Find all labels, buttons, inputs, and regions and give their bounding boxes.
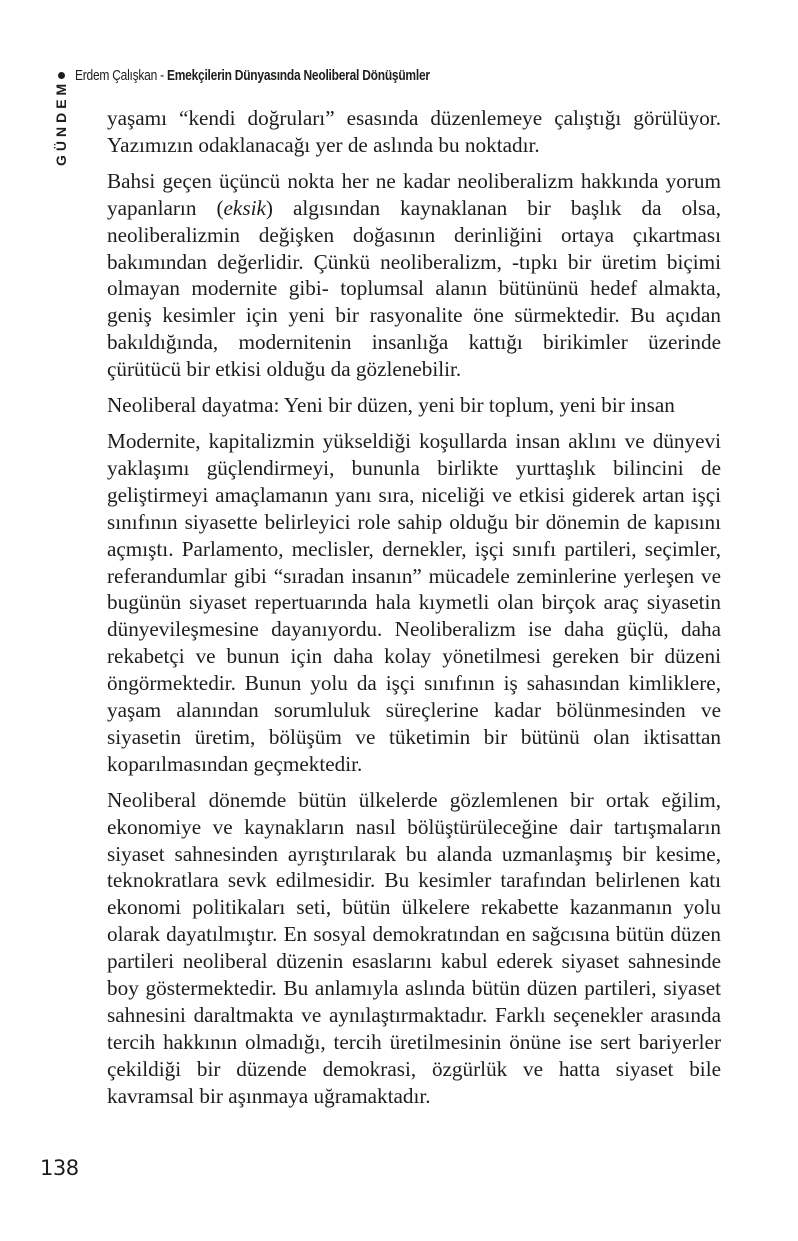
paragraph — [107, 168, 721, 383]
paragraph: Neoliberal dönemde bütün ülkelerde gözlemlenen bir ortak eğilim, ekonomiye ve kaynakların nasıl bölüştürüleceğine dair tartışmaların siyaset sahnesinden ayrıştırılarak bu alanda uzmanlaşmış bir kesime, teknokratlara sevk edilmesidir. Bu kesimler tarafından belirlenen katı ekonomi politikaları seti, bütün ülkelere rekabette kazanmanın yolu olarak dayatılmıştır. En sosyal demokratından en sağcısına bütün düzen partileri neoliberal düzenin esaslarını kabul ederek siyaset sahnesinde boy göstermektedir. Bu anlamıyla aslında bütün düzen partileri, siyaset sahnesini daraltmakta ve aynılaştırmaktadır. Farklı seçenekler arasında tercih hakkının olmadığı, tercih üretilmesinin önüne ise sert bariyerler çekildiği bir düzende demokrasi, özgürlük ve hatta siyaset bile kavramsal bir aşınmaya uğramaktadır. — [107, 787, 721, 1108]
page-number: 138 — [40, 1156, 79, 1180]
running-head — [58, 64, 519, 86]
italic-term: eksik — [223, 195, 266, 220]
running-head-text — [75, 67, 430, 84]
section-subheading: Neoliberal dayatma: Yeni bir düzen, yeni bir toplum, yeni bir insan — [107, 393, 675, 418]
running-head-separator: - — [157, 66, 167, 84]
paragraph: yaşamı “kendi doğruları” esasında düzenlemeye çalıştığı görülüyor. Yazımızın odaklanacağı yer de aslında bu noktadır. — [107, 106, 721, 157]
section-label: GÜNDEM — [53, 79, 69, 166]
author-name: Erdem Çalışkan — [75, 66, 158, 84]
paragraph: Modernite, kapitalizmin yükseldiği koşullarda insan aklını ve dünyevi yaklaşımı güçlendirmeyi, bununla birlikte yurttaşlık bilincini de geliştirmeyi amaçlamanın yanı sıra, niceliği ve etkisi giderek artan işçi sınıfının siyasette belirleyici role sahip olduğu bir dönemin de kapısını açmıştı. Parlamento, meclisler, dernekler, işçi sınıfı partileri, seçimler, referandumlar gibi “sıradan insanın” mücadele zeminlerine yerleşen ve bugünün siyaset repertuarında hala kıymetli olan birçok araç siyasetin dünyevileşmesine dayanıyordu. Neoliberalizm ise daha güçlü, daha rekabetçi ve bunun için daha kolay yönetilmesi gereken bir düzeni öngörmektedir. Bunun yolu da işçi sınıfının iş sahasından kimliklere, yaşam alanından sorumluluk süreçlerine kadar bölünmesinden ve siyasetin üretim, bölüşüm ve tüketimin bir bütünü olan iktisattan koparılmasından geçmektedir. — [107, 428, 721, 776]
paragraph-text: Bahsi geçen üçüncü nokta her ne kadar neoliberalizm hakkında yorum yapanların ( — [107, 168, 721, 220]
paragraph-text: ) algısından kaynaklanan bir başlık da olsa, neoliberalizmin değişken doğasının derinliğini ortaya çıkartması bakımından değerlidir. Çünkü neoliberalizm, -tıpkı bir üretim biçimi olmayan modernite gibi- toplumsal alanın bütününü hedef almakta, geniş kesimler için yeni bir rasyonalite öne sürmektedir. Bu açıdan bakıldığında, modernitenin insanlığa kattığı birikimler üzerinde çürütücü bir etkisi olduğu da gözlenebilir. — [107, 195, 721, 382]
article-title: Emekçilerin Dünyasında Neoliberal Dönüşümler — [166, 66, 430, 84]
article-body — [107, 105, 721, 1119]
bullet-icon — [58, 72, 65, 79]
